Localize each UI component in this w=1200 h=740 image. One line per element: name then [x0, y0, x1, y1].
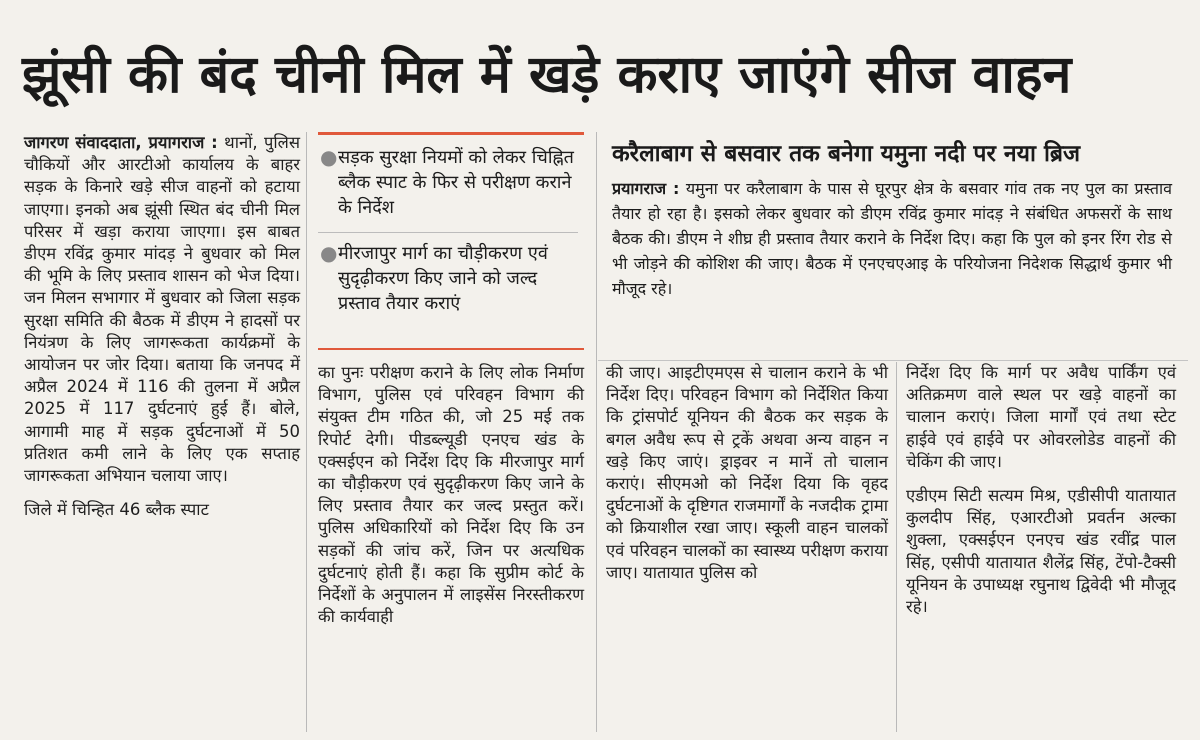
column-1	[24, 132, 300, 521]
highlight-item	[318, 145, 584, 220]
column-2-body: का पुनः परीक्षण कराने के लिए लोक निर्माण विभाग, पुलिस एवं परिवहन विभाग की संयुक्त टीम गठित की, जो 25 मई तक रिपोर्ट देगी। पीडब्ल्यूडी एनएच खंड के एक्सईएन को निर्देश दिए कि मीरजापुर मार्ग का चौड़ीकरण एवं सुदृढ़ीकरण किए जाने के लिए प्रस्ताव तैयार कर जल्द प्रस्तुत करें। पुलिस अधिकारियों को निर्देश दिए कि उन सड़कों की जांच करें, जिन पर अत्यधिक दुर्घटनाएं होती हैं। कहा कि सुप्रीम कोर्ट के निर्देशों के अनुपालन में लाइसेंस निरस्तीकरण की कार्यवाही	[318, 363, 584, 627]
sub-news	[612, 138, 1172, 301]
sub-news-body-wrap	[612, 176, 1172, 301]
sub-news-dateline: प्रयागराज :	[612, 179, 680, 198]
highlight-box	[318, 132, 584, 345]
column-2	[318, 362, 584, 628]
section-rule	[598, 360, 1188, 361]
column-4	[906, 362, 1176, 618]
column-1-paragraph	[24, 132, 300, 487]
column-divider	[896, 362, 897, 732]
sub-news-headline: करैलाबाग से बसवार तक बनेगा यमुना नदी पर नया ब्रिज	[612, 141, 1081, 167]
column-3	[606, 362, 888, 584]
bullet-icon: ●	[320, 241, 338, 265]
highlight-text: सड़क सुरक्षा नियमों को लेकर चिह्नित ब्लैक स्पाट के फिर से परीक्षण कराने के निर्देश	[338, 147, 574, 218]
column-1-subhead: जिले में चिन्हित 46 ब्लैक स्पाट	[24, 500, 209, 520]
dateline: जागरण संवाददाता, प्रयागराज :	[24, 133, 218, 152]
highlight-item	[318, 241, 584, 316]
headline: झूंसी की बंद चीनी मिल में खड़े कराए जाएंगे सीज वाहन	[22, 45, 1072, 105]
column-4-body: निर्देश दिए कि मार्ग पर अवैध पार्किंग एवं अतिक्रमण वाले स्थल पर खड़े वाहनों का चालान कराएं। जिला मार्गों एवं तथा स्टेट हाईवे एवं हाईवे पर ओवरलोडेड वाहनों की चेकिंग की जाए।	[906, 363, 1176, 471]
highlight-text: मीरजापुर मार्ग का चौड़ीकरण एवं सुदृढ़ीकरण किए जाने को जल्द प्रस्ताव तैयार कराएं	[338, 243, 548, 314]
highlight-bottom-rule	[318, 348, 584, 350]
sub-news-body: यमुना पर करैलाबाग के पास से घूरपुर क्षेत्र के बसवार गांव तक नए पुल का प्रस्ताव तैयार हो रहा है। इसको लेकर बुधवार को डीएम रविंद्र कुमार मांदड़ ने संबंधित अफसरों के साथ बैठक की। डीएम ने शीघ्र ही प्रस्ताव तैयार कराने के निर्देश दिए। कहा कि पुल को इनर रिंग रोड से भी जोड़ने की कोशिश की जाए। बैठक में एनएचएआइ के परियोजना निदेशक सिद्धार्थ कुमार भी मौजूद रहे।	[612, 179, 1172, 298]
bullet-icon: ●	[320, 145, 338, 169]
column-divider	[306, 132, 307, 732]
column-divider	[596, 132, 597, 732]
column-4-body-2: एडीएम सिटी सत्यम मिश्र, एडीसीपी यातायात कुलदीप सिंह, एआरटीओ प्रवर्तन अल्का शुक्ला, एक्सईएन एनएच खंड रवींद्र पाल सिंह, एसीपी यातायात शैलेंद्र सिंह, टेंपो-टैक्सी यूनियन के उपाध्यक्ष रघुनाथ द्विवेदी भी मौजूद रहे।	[906, 486, 1176, 617]
column-3-body: की जाए। आइटीएमएस से चालान कराने के भी निर्देश दिए। परिवहन विभाग को निर्देशित किया कि ट्रांसपोर्ट यूनियन की बैठक कर सड़क के बगल अवैध रूप से ट्रकें अथवा अन्य वाहन न खड़े किए जाएं। ड्राइवर न मानें तो चालान कराएं। सीएमओ को निर्देश दिया कि वृहद दुर्घटनाओं के दृष्टिगत राजमार्गों के नजदीक ट्रामा को क्रियाशील रखा जाए। स्कूली वाहन चालकों एवं परिवहन चालकों का स्वास्थ्य परीक्षण कराया जाए। यातायात पुलिस को	[606, 363, 888, 582]
highlight-divider	[318, 232, 578, 233]
column-1-body: थानों, पुलिस चौकियों और आरटीओ कार्यालय के बाहर सड़क के किनारे खड़े सीज वाहनों को हटाया जाएगा। इनको अब झूंसी स्थित बंद चीनी मिल परिसर में खड़ा कराया जाएगा। इस बाबत डीएम रविंद्र कुमार मांदड़ ने बुधवार को मिल की भूमि के लिए प्रस्ताव शासन को भेज दिया। जन मिलन सभागार में बुधवार को जिला सड़क सुरक्षा समिति की बैठक में डीएम ने हादसों पर नियंत्रण के लिए जागरूकता कार्यक्रमों के आयोजन पर जोर दिया। बताया कि जनपद में अप्रैल 2024 में 116 की तुलना में अप्रैल 2025 में 117 दुर्घटनाएं हुई हैं। बोले, आगामी माह में सड़क दुर्घटनाओं में 50 प्रतिशत कमी लाने के लिए एक सप्ताह जागरूकता अभियान चलाया जाए।	[24, 133, 300, 486]
